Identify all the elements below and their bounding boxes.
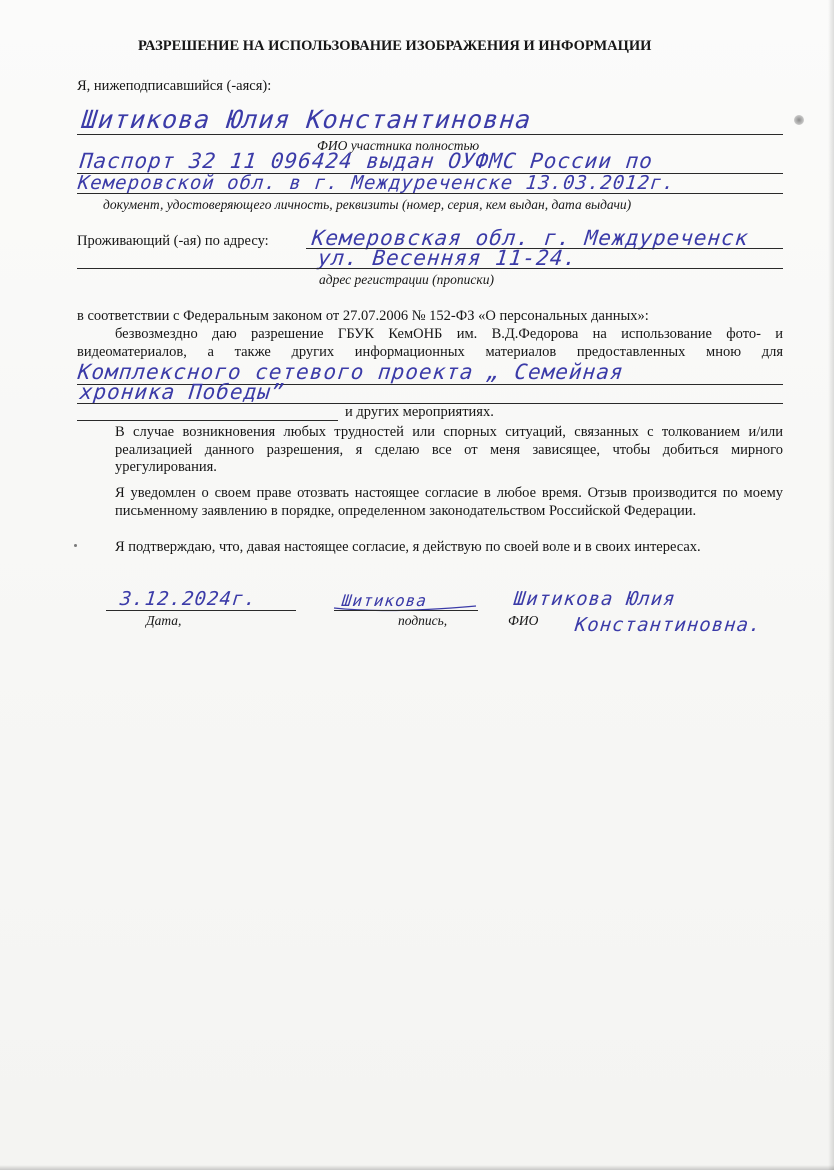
address-label: Проживающий (-ая) по адресу:	[77, 233, 269, 249]
address-line-2	[77, 268, 783, 269]
consent-line-2: видеоматериалов, а также других информационных материалов предоставленных мною для	[77, 343, 783, 360]
handwritten-signature: Шитикова	[341, 591, 429, 610]
handwritten-address-line-2: ул. Весенняя 11-24.	[316, 246, 579, 270]
punch-hole-mark	[794, 115, 804, 125]
handwritten-project-line-2: хроника Победы”	[78, 380, 286, 404]
handwritten-full-name: Шитикова Юлия Константиновна	[80, 105, 534, 134]
revoke-paragraph: Я уведомлен о своем праве отозвать настоящее согласие в любое время. Отзыв производится по моему письменному заявлению в порядке, определенном законодательством Российской Федерации.	[115, 485, 783, 519]
project-line-3	[77, 420, 338, 421]
handwritten-fio-line-1: Шитикова Юлия	[512, 588, 677, 610]
handwritten-id-line-2: Кемеровской обл. в г. Междуреченске 13.03.2012г.	[76, 172, 677, 194]
handwritten-project-line-1: Комплексного сетевого проекта „ Семейная	[76, 360, 625, 384]
signature-caption: подпись,	[398, 613, 448, 628]
handwritten-date: 3.12.2024г.	[118, 588, 258, 610]
consent-line-1: безвозмездно даю разрешение ГБУК КемОНБ им. В.Д.Федорова на использование фото- и	[115, 326, 783, 342]
signature-line	[334, 610, 478, 611]
fio-caption: ФИО	[508, 613, 539, 628]
page-edge-shadow	[828, 0, 834, 1170]
consent-tail: и других мероприятиях.	[345, 404, 494, 420]
full-name-line	[77, 134, 783, 135]
address-caption: адрес регистрации (прописки)	[319, 272, 494, 287]
consent-paragraph	[77, 326, 783, 361]
date-line	[106, 610, 296, 611]
handwritten-fio-line-2: Константиновна.	[573, 614, 763, 636]
id-caption: документ, удостоверяющего личность, реквизиты (номер, серия, кем выдан, дата выдачи)	[103, 197, 632, 212]
dispute-paragraph: В случае возникновения любых трудностей или спорных ситуаций, связанных с толкованием и/или реализацией данного разрешения, я сделаю все от меня зависящее, чтобы добиться мирного урегулирования.	[115, 424, 783, 476]
confirm-paragraph: Я подтверждаю, что, давая настоящее согласие, я действую по своей воле и в своих интересах.	[115, 539, 701, 555]
intro-text: Я, нижеподписавшийся (-аяся):	[77, 78, 272, 94]
id-line-2	[77, 193, 783, 194]
handwritten-id-line-1: Паспорт 32 11 096424 выдан ОУФМС России по	[78, 149, 655, 173]
date-caption: Дата,	[146, 613, 182, 628]
page-bottom-shadow	[0, 1165, 834, 1170]
full-name-caption: ФИО участника полностью	[317, 138, 480, 153]
document-title: РАЗРЕШЕНИЕ НА ИСПОЛЬЗОВАНИЕ ИЗОБРАЖЕНИЯ И ИНФОРМАЦИИ	[138, 38, 652, 54]
handwritten-address-line-1: Кемеровская обл. г. Междуреченск	[310, 226, 750, 250]
law-reference: в соответствии с Федеральным законом от 27.07.2006 № 152-ФЗ «О персональных данных»:	[77, 308, 649, 324]
